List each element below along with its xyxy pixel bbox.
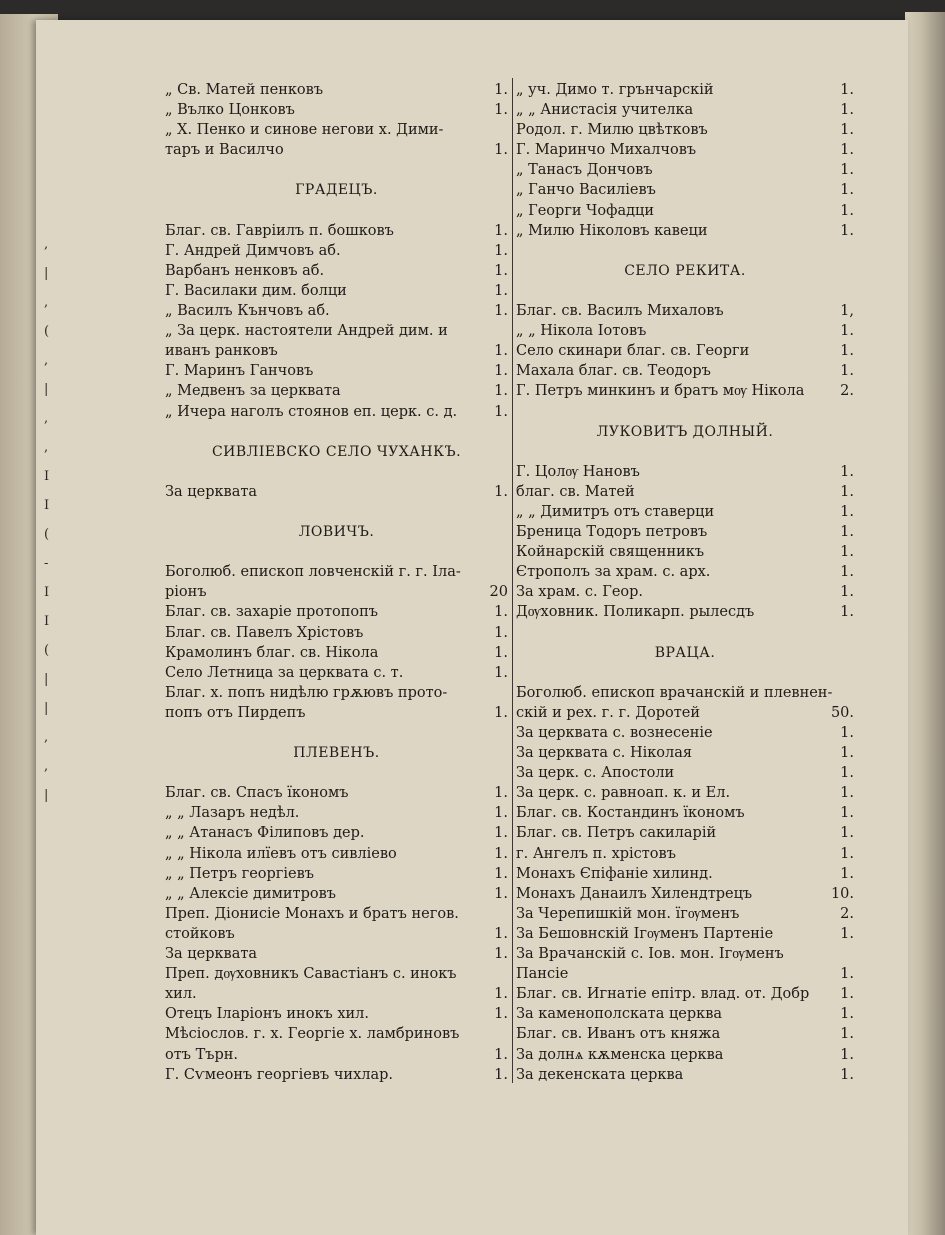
donor-entry (165, 341, 508, 361)
donor-name: Г. Цолѹ Нановъ (516, 463, 640, 480)
donation-amount: 1. (840, 925, 854, 942)
donor-name: „ Св. Матей пенковъ (165, 82, 324, 98)
donation-amount: 1. (494, 303, 508, 320)
donor-entry (516, 884, 854, 904)
donor-name: Пансіе (516, 966, 569, 983)
donor-name: иванъ ранковъ (165, 343, 278, 360)
donation-amount: 1. (840, 564, 854, 581)
donation-amount: 1. (840, 162, 854, 179)
donor-entry (165, 582, 508, 602)
donor-entry (516, 1004, 854, 1024)
donor-entry (165, 482, 508, 502)
donor-name: Отецъ Іларіонъ инокъ хил. (165, 1006, 369, 1023)
donor-entry (165, 964, 508, 984)
donation-amount: 1. (494, 845, 508, 862)
donor-name: „ „ Анистасія учителка (516, 102, 694, 119)
donation-amount: 1. (494, 986, 508, 1003)
margin-mark: , (44, 411, 49, 426)
donor-entry (165, 683, 508, 703)
donor-name: За Бешовнскій Ігѹменъ Партеніе (516, 925, 774, 942)
donor-entry (165, 944, 508, 964)
donation-amount: 1. (494, 624, 508, 641)
donor-name: За церк. с. Апостоли (516, 765, 675, 782)
donation-amount: 1. (840, 202, 854, 219)
donor-entry (516, 301, 854, 321)
donor-entry (516, 683, 854, 703)
donor-name: За декенската церква (516, 1066, 684, 1083)
donor-name: „ Медвенъ за церквата (165, 383, 341, 400)
donation-amount: 1. (494, 664, 508, 681)
donor-name: Боголюб. епископ врачанскій и плевнен- (516, 684, 833, 701)
donor-name: „ Танасъ Дончовъ (516, 162, 653, 179)
donation-amount: 1. (840, 745, 854, 762)
donation-amount: 1. (494, 343, 508, 360)
donor-name: За церквата с. Ніколая (516, 745, 693, 762)
donation-amount: 1. (494, 644, 508, 661)
donation-amount: 1. (840, 102, 854, 119)
donor-name: Преп. Діонисіе Монахъ и братъ негов. (165, 905, 459, 922)
donation-amount: 1. (840, 725, 854, 741)
donor-entry (165, 803, 508, 823)
margin-mark: ( (44, 643, 50, 658)
donor-entry (516, 924, 854, 944)
margin-mark: | (44, 701, 49, 716)
donor-name: Благ. св. Спасъ їкономъ (165, 785, 349, 802)
donor-entry (516, 1024, 854, 1044)
donor-name: Монахъ Єпіфаніе хилинд. (516, 865, 713, 882)
donor-entry (516, 562, 854, 582)
donor-name: „ Х. Пенко и синове негови х. Дими- (165, 122, 444, 139)
margin-mark: I (44, 614, 50, 629)
donor-entry (516, 984, 854, 1004)
donor-name: „ Василъ Кънчовъ аб. (165, 303, 330, 320)
donation-amount: 1. (840, 524, 854, 541)
spacer (165, 502, 508, 522)
donor-entry (516, 864, 854, 884)
spacer (165, 160, 508, 180)
donation-amount: 1. (494, 383, 508, 400)
donation-amount: 1. (494, 282, 508, 299)
donor-entry (165, 321, 508, 341)
donor-entry (516, 482, 854, 502)
donor-name: „ „ Атанасъ Філиповъ дер. (165, 825, 365, 842)
donor-name: Махала благ. св. Теодоръ (516, 363, 711, 380)
donation-amount: 50. (830, 704, 854, 721)
donor-name: „ Ганчо Василіевъ (516, 182, 656, 199)
section-heading (165, 522, 508, 542)
donor-entry (165, 1045, 508, 1065)
donor-name: „ „ Лазаръ недѣл. (165, 805, 300, 822)
donor-entry (165, 140, 508, 160)
donation-amount: 1. (840, 986, 854, 1003)
donor-entry (165, 381, 508, 401)
donation-amount: 1. (840, 323, 854, 340)
donor-name: Г. Андрей Димчовъ аб. (165, 242, 341, 259)
donor-entry (516, 80, 854, 100)
spacer (165, 723, 508, 743)
section-heading-text: ЛУКОВИТЪ ДОЛНЫЙ. (596, 423, 774, 440)
donor-name: „ Ичера наголъ стоянов еп. церк. с. д. (165, 403, 458, 420)
donor-name: „ „ Нікола Іотовъ (516, 323, 647, 340)
section-heading-text: СЕЛО РЕКИТА. (624, 262, 746, 279)
donation-amount: 1. (840, 142, 854, 159)
spacer (516, 442, 854, 462)
donor-name: Село Летница за церквата с. т. (165, 664, 404, 681)
donor-name: За церквата с. вознесеніе (516, 725, 713, 741)
donor-name: Мѣсіослов. г. х. Георгіе х. ламбриновъ (165, 1026, 460, 1043)
donation-amount: 1. (494, 142, 508, 159)
donor-entry (165, 80, 508, 100)
margin-mark: | (44, 382, 49, 397)
donor-entry (165, 703, 508, 723)
donor-entry (516, 100, 854, 120)
donor-name: За Черепишкій мон. їгѹменъ (516, 905, 740, 922)
donation-amount: 1. (840, 1066, 854, 1083)
column-divider (512, 78, 513, 1083)
donor-entry (516, 180, 854, 200)
donation-amount: 20 (489, 584, 508, 601)
donor-name: „ Георги Чофадци (516, 202, 655, 219)
donor-entry (516, 381, 854, 401)
margin-mark: | (44, 266, 49, 281)
donation-amount: 10. (830, 885, 854, 902)
section-heading (516, 261, 854, 281)
donation-amount: 1. (494, 262, 508, 279)
margin-mark: , (44, 353, 49, 368)
margin-mark: I (44, 585, 50, 600)
donation-amount: 1. (840, 785, 854, 802)
donor-name: Г. Петръ минкинъ и братъ мѹ Нікола (516, 383, 805, 400)
donor-entry (516, 904, 854, 924)
donation-amount: 1. (494, 82, 508, 98)
donation-amount: 1. (840, 584, 854, 601)
donor-name: За церквата (165, 483, 258, 500)
donation-amount: 1. (840, 122, 854, 139)
donation-amount: 1. (840, 343, 854, 360)
margin-mark: , (44, 237, 49, 252)
donor-entry (516, 1045, 854, 1065)
donor-name: Село скинари благ. св. Георги (516, 343, 750, 360)
donor-name: „ „ Петръ георгіевъ (165, 865, 315, 882)
donation-amount: 1. (840, 966, 854, 983)
donor-entry (516, 823, 854, 843)
donor-name: Бреница Тодоръ петровъ (516, 524, 708, 541)
donation-amount: 1. (840, 503, 854, 520)
donor-entry (165, 281, 508, 301)
spacer (165, 542, 508, 562)
donation-amount: 1. (494, 704, 508, 721)
donor-name: Крамолинъ благ. св. Нікола (165, 644, 379, 661)
donor-name: ріонъ (165, 584, 207, 601)
donor-entry (516, 783, 854, 803)
donor-entry (165, 602, 508, 622)
donation-amount: 1. (494, 403, 508, 420)
margin-mark: I (44, 469, 50, 484)
donor-entry (165, 562, 508, 582)
donation-amount: 2. (840, 905, 854, 922)
margin-mark: , (44, 730, 49, 745)
section-heading (516, 643, 854, 663)
donor-name: Благ. св. Петръ сакиларій (516, 825, 717, 842)
donor-entry (516, 944, 854, 964)
donor-entry (516, 502, 854, 522)
margin-mark: ( (44, 324, 50, 339)
donation-amount: 1. (494, 1006, 508, 1023)
donor-name: отъ Търн. (165, 1046, 239, 1063)
donor-entry (516, 803, 854, 823)
section-heading (516, 422, 854, 442)
donor-name: Монахъ Данаилъ Хилендтрецъ (516, 885, 753, 902)
donor-entry (165, 301, 508, 321)
section-heading-text: СИВЛІЕВСКО СЕЛО ЧУХАНКЪ. (211, 443, 462, 460)
donor-name: Г. Маринъ Ганчовъ (165, 363, 314, 380)
donor-name: За долнѧ кѫменска церква (516, 1046, 724, 1063)
donor-entry (165, 844, 508, 864)
donor-name: Благ. св. Гавріилъ п. бошковъ (165, 222, 394, 239)
donation-amount: 1. (840, 1026, 854, 1043)
donor-name: Боголюб. епископ ловченскій г. г. Іла- (165, 564, 461, 581)
donor-name: хил. (165, 986, 197, 1003)
margin-mark: , (44, 440, 49, 455)
donation-amount: 1. (840, 825, 854, 842)
donation-amount: 1. (494, 825, 508, 842)
donor-entry (516, 1065, 854, 1085)
donor-name: Г. Маринчо Михалчовъ (516, 142, 697, 159)
donor-entry (165, 241, 508, 261)
donor-name: Благ. св. захаріе протопопъ (165, 604, 379, 621)
donor-entry (165, 823, 508, 843)
section-heading-text: ПЛЕВЕНЪ. (293, 745, 380, 762)
donor-name: скій и рех. г. г. Доротей (516, 704, 701, 721)
donor-entry (165, 924, 508, 944)
donor-entry (165, 623, 508, 643)
donor-name: „ „ Алексіе димитровъ (165, 885, 336, 902)
margin-mark: - (44, 556, 49, 571)
donor-name: Благ. св. Василъ Михаловъ (516, 303, 724, 320)
section-heading-text: ЛОВИЧЪ. (298, 524, 375, 541)
margin-mark: ( (44, 527, 50, 542)
donor-name: „ За церк. настоятели Андрей дим. и (165, 323, 448, 340)
donation-amount: 1. (494, 363, 508, 380)
donor-name: Преп. дѹховникъ Савастіанъ с. инокъ (165, 966, 457, 983)
donor-entry (165, 643, 508, 663)
donor-entry (165, 864, 508, 884)
donation-amount: 1. (494, 785, 508, 802)
donation-amount: 1. (840, 363, 854, 380)
donor-entry (516, 462, 854, 482)
donor-name: Дѹховник. Поликарп. рылесдъ (516, 604, 755, 621)
donor-entry (165, 1004, 508, 1024)
donor-name: Благ. св. Костандинъ їкономъ (516, 805, 745, 822)
spacer (165, 763, 508, 783)
donation-amount: 1. (840, 865, 854, 882)
donor-entry (516, 341, 854, 361)
donation-amount: 1. (494, 222, 508, 239)
donation-amount: 1. (840, 544, 854, 561)
donor-name: попъ отъ Пирдепъ (165, 704, 306, 721)
section-heading (165, 743, 508, 763)
donor-entry (165, 884, 508, 904)
donation-amount: 1. (494, 925, 508, 942)
donor-name: стойковъ (165, 925, 235, 942)
spacer (165, 422, 508, 442)
donor-entry (516, 582, 854, 602)
donor-name: Благ. св. Павелъ Хрістовъ (165, 624, 364, 641)
donor-name: благ. св. Матей (516, 483, 635, 500)
donor-entry (165, 361, 508, 381)
donor-entry (165, 904, 508, 924)
donor-name: За каменополската церква (516, 1006, 723, 1023)
donation-amount: 1, (840, 303, 854, 320)
section-heading (165, 442, 508, 462)
donor-name: За церквата (165, 946, 258, 963)
donor-name: „ уч. Димо т. грънчарскій (516, 82, 714, 98)
donor-name: Благ. св. Игнатіе епітр. влад. от. Добр (516, 986, 810, 1003)
donor-name: таръ и Василчо (165, 142, 284, 159)
donation-amount: 1. (494, 483, 508, 500)
donation-amount: 1. (840, 1006, 854, 1023)
donor-entry (516, 964, 854, 984)
margin-mark: , (44, 759, 49, 774)
donor-entry (516, 321, 854, 341)
donor-entry (516, 763, 854, 783)
donation-amount: 1. (494, 885, 508, 902)
donation-amount: 1. (494, 946, 508, 963)
spacer (516, 402, 854, 422)
donor-entry (165, 1024, 508, 1044)
donation-amount: 1. (494, 242, 508, 259)
donor-name: Варбанъ ненковъ аб. (165, 262, 325, 279)
donor-entry (165, 1065, 508, 1085)
donor-entry (165, 100, 508, 120)
left-margin-marks (44, 230, 64, 810)
donor-entry (516, 160, 854, 180)
donor-entry (165, 221, 508, 241)
right-column (516, 80, 854, 1085)
donor-entry (165, 261, 508, 281)
donor-entry (165, 984, 508, 1004)
donor-entry (516, 361, 854, 381)
donation-amount: 1. (840, 182, 854, 199)
donor-entry (516, 140, 854, 160)
donor-entry (516, 522, 854, 542)
donor-name: За церк. с. равноап. к. и Ел. (516, 785, 731, 802)
donor-name: Г. Василаки дим. болци (165, 282, 347, 299)
donor-name: Койнарскій священникъ (516, 544, 705, 561)
section-heading-text: ВРАЦА. (654, 644, 716, 661)
donation-amount: 1. (840, 765, 854, 782)
margin-mark: | (44, 788, 49, 803)
donor-entry (516, 723, 854, 743)
donor-entry (516, 120, 854, 140)
donor-name: „ „ Нікола илїевъ отъ сивліево (165, 845, 397, 862)
next-page-edge (905, 12, 945, 1235)
spacer (516, 281, 854, 301)
donation-amount: 1. (494, 102, 508, 119)
donation-amount: 1. (840, 805, 854, 822)
donor-name: Благ. х. попъ нидѣлю грѫювъ прото- (165, 684, 448, 701)
donor-name: Єтрополъ за храм. с. арх. (516, 564, 711, 581)
donation-amount: 1. (494, 1046, 508, 1063)
margin-mark: | (44, 672, 49, 687)
section-heading (165, 180, 508, 200)
donor-entry (165, 402, 508, 422)
donor-name: „ „ Димитръ отъ ставерци (516, 503, 715, 520)
donor-entry (165, 783, 508, 803)
donor-name: Г. Сѵмеонъ георгіевъ чихлар. (165, 1066, 394, 1083)
donor-entry (516, 221, 854, 241)
donation-amount: 1. (840, 845, 854, 862)
donation-amount: 1. (494, 1066, 508, 1083)
spacer (516, 623, 854, 643)
donation-amount: 1. (840, 483, 854, 500)
donation-amount: 1. (494, 805, 508, 822)
donor-entry (516, 844, 854, 864)
donation-amount: 1. (840, 463, 854, 480)
donation-amount: 2. (840, 383, 854, 400)
donation-amount: 1. (840, 222, 854, 239)
donation-amount: 1. (840, 82, 854, 98)
spacer (165, 462, 508, 482)
margin-mark: , (44, 295, 49, 310)
left-column (165, 80, 508, 1085)
donor-name: Благ. св. Иванъ отъ княжа (516, 1026, 721, 1043)
donor-name: За храм. с. Геор. (516, 584, 644, 601)
donor-entry (516, 542, 854, 562)
donor-name: Родол. г. Милю цвѣтковъ (516, 122, 708, 139)
donor-entry (516, 703, 854, 723)
donation-amount: 1. (840, 1046, 854, 1063)
spacer (516, 241, 854, 261)
donor-name: „ Милю Ніколовъ кавеци (516, 222, 708, 239)
section-heading-text: ГРАДЕЦЪ. (295, 182, 378, 199)
donor-entry (165, 663, 508, 683)
donor-name: г. Ангелъ п. хрістовъ (516, 845, 676, 862)
donor-entry (516, 743, 854, 763)
scanner-top-edge (0, 0, 945, 22)
donation-amount: 1. (840, 604, 854, 621)
donor-entry (516, 201, 854, 221)
donor-name: За Врачанскій с. Іов. мон. Ігѹменъ (516, 946, 784, 963)
donor-entry (165, 120, 508, 140)
margin-mark: I (44, 498, 50, 513)
donor-entry (516, 602, 854, 622)
donor-name: „ Вълко Цонковъ (165, 102, 295, 119)
donation-amount: 1. (494, 604, 508, 621)
spacer (165, 201, 508, 221)
donation-amount: 1. (494, 865, 508, 882)
spacer (516, 663, 854, 683)
